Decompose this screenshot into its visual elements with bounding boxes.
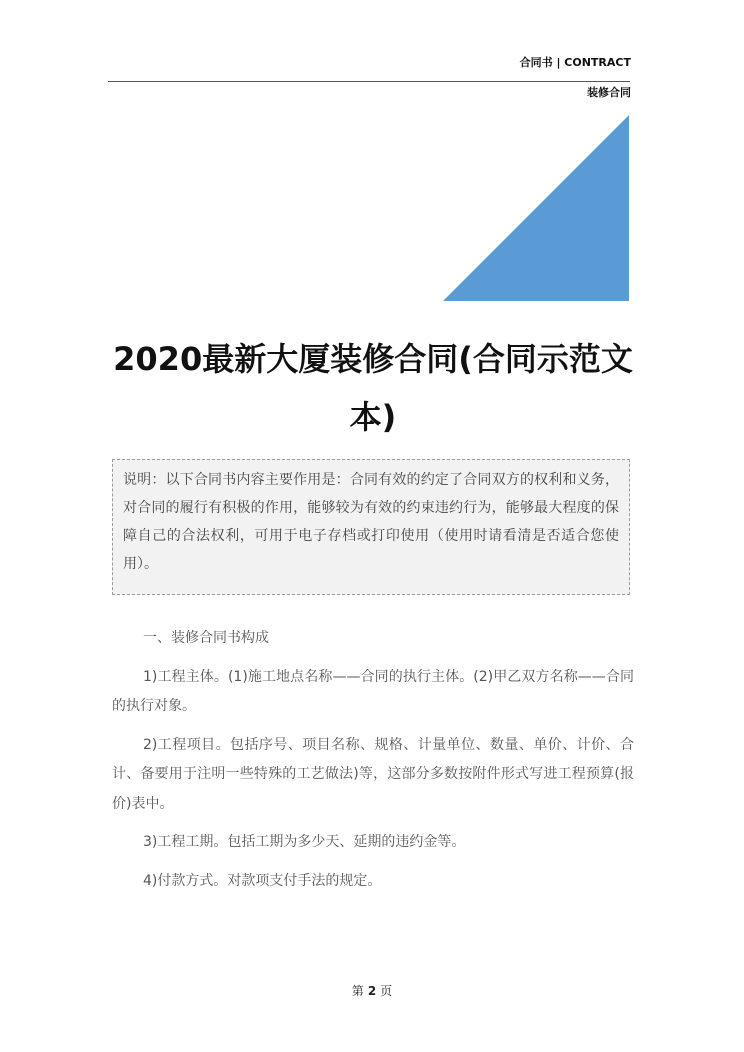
paragraph: 2)工程项目。包括序号、项目名称、规格、计量单位、数量、单价、计价、合计、备要用于注明一些特殊的工艺做法)等，这部分多数按附件形式写进工程预算(报价)表中。: [112, 736, 634, 812]
triangle-shape: [443, 115, 629, 301]
section-heading: 一、装修合同书构成: [143, 630, 269, 646]
paragraph: 4)付款方式。对款项支付手法的规定。: [143, 872, 382, 889]
paragraph: 3)工程工期。包括工期为多少天、延期的违约金等。: [143, 834, 466, 850]
document-title: 2020最新大厦装修合同(合同示范文本): [113, 340, 633, 436]
paragraph: 1)工程主体。(1)施工地点名称——合同的执行主体。(2)甲乙双方名称——合同的执行对象。: [112, 668, 634, 714]
document-body: [112, 624, 634, 905]
header-divider: [108, 81, 630, 82]
page-prefix: 第: [351, 984, 364, 998]
blue-triangle-graphic: [443, 115, 629, 301]
page-number: 2: [367, 984, 377, 998]
header-title: 合同书 | CONTRACT: [519, 56, 631, 69]
page-footer: [0, 982, 744, 999]
description-box: 说明：以下合同书内容主要作用是：合同有效的约定了合同双方的权利和义务，对合同的履行有积极的作用，能够较为有效的约束违约行为，能够最大程度的保障自己的合法权利，可用于电子存档或打印使用（使用时请看清是否适合您使用）。: [112, 459, 630, 595]
page-suffix: 页: [380, 984, 393, 998]
header-subtitle: 装修合同: [587, 86, 631, 99]
